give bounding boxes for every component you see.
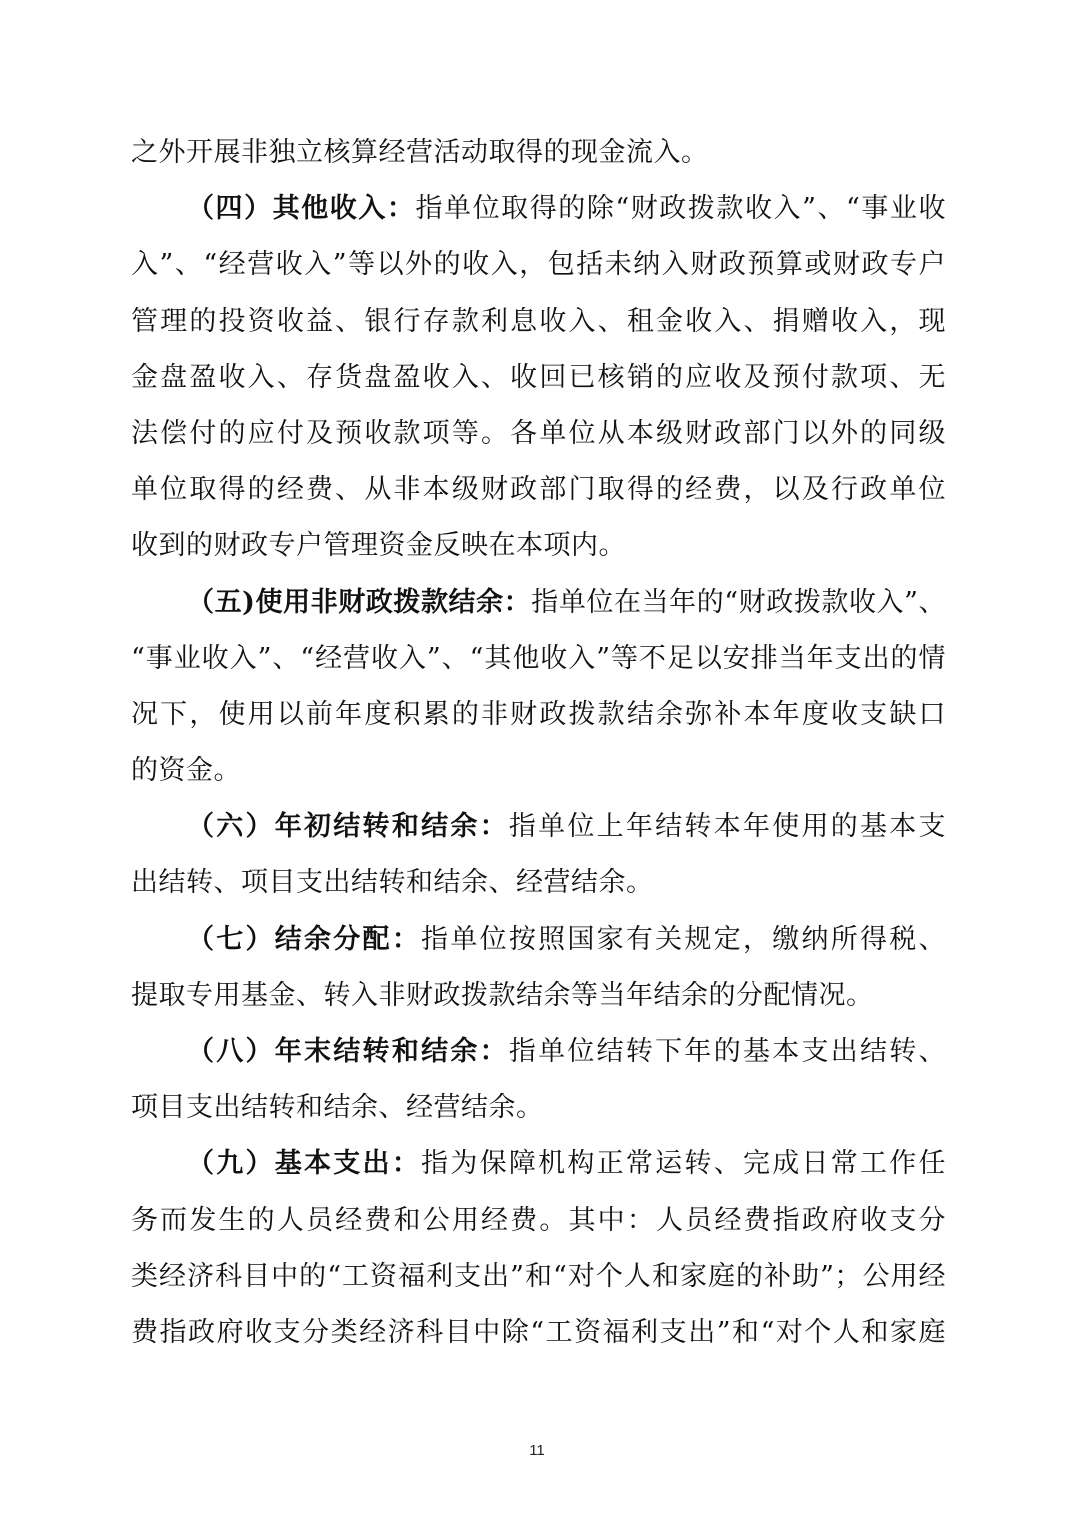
text-line (131, 350, 946, 406)
body-text: 指单位在当年的“财政拨款收入”、 (531, 586, 947, 618)
document-body (131, 125, 946, 1361)
body-text: 之外开展非独立核算经营活动取得的现金流入。 (131, 137, 709, 168)
body-text: 入”、“经营收入”等以外的收入，包括未纳入财政预算或财政专户 (131, 249, 946, 281)
text-line (131, 1249, 946, 1305)
body-text: 指单位取得的除“财政拨款收入”、“事业收 (415, 193, 946, 225)
text-line (131, 462, 946, 518)
body-text: 法偿付的应付及预收款项等。各单位从本级财政部门以外的同级 (131, 417, 946, 449)
body-text: 指单位按照国家有关规定，缴纳所得税、 (421, 923, 947, 955)
section-heading: （七）结余分配： (187, 923, 422, 955)
text-line (131, 181, 946, 237)
body-text: 类经济科目中的“工资福利支出”和“对个人和家庭的补助”；公用经 (131, 1260, 946, 1292)
body-text: 项目支出结转和结余、经营结余。 (131, 1092, 544, 1124)
text-line (131, 518, 946, 574)
text-line (131, 1080, 946, 1136)
section-heading: （五)使用非财政拨款结余： (187, 586, 532, 618)
body-text: 指单位上年结转本年使用的基本支 (508, 811, 947, 843)
text-line (131, 294, 946, 350)
text-line (131, 855, 946, 911)
body-text: 提取专用基金、转入非财政拨款结余等当年结余的分配情况。 (131, 979, 874, 1011)
body-text: 务而发生的人员经费和公用经费。其中：人员经费指政府收支分 (131, 1204, 946, 1236)
body-text: 指为保障机构正常运转、完成日常工作任 (421, 1148, 947, 1180)
text-line (131, 237, 946, 293)
text-line (131, 631, 946, 687)
text-line (131, 1024, 946, 1080)
page-number: 11 (529, 1442, 545, 1459)
text-line (131, 406, 946, 462)
text-line (131, 743, 946, 799)
body-text: 出结转、项目支出结转和结余、经营结余。 (131, 867, 654, 899)
text-line (131, 968, 946, 1024)
body-text: 费指政府收支分类经济科目中除“工资福利支出”和“对个人和家庭 (131, 1316, 946, 1348)
text-line (131, 575, 946, 631)
body-text: 指单位结转下年的基本支出结转、 (508, 1036, 947, 1067)
body-text: 况下，使用以前年度积累的非财政拨款结余弥补本年度收支缺口 (131, 698, 946, 730)
text-line (131, 1193, 946, 1249)
body-text: 收到的财政专户管理资金反映在本项内。 (131, 530, 626, 562)
body-text: 单位取得的经费、从非本级财政部门取得的经费，以及行政单位 (131, 474, 946, 506)
body-text: “事业收入”、“经营收入”、“其他收入”等不足以安排当年支出的情 (131, 642, 946, 674)
body-text: 的资金。 (131, 755, 241, 787)
section-heading: （九）基本支出： (187, 1148, 422, 1180)
text-line (131, 1305, 946, 1361)
body-text: 金盘盈收入、存货盘盈收入、收回已核销的应收及预付款项、无 (131, 361, 946, 393)
text-line (131, 799, 946, 855)
section-heading: （六）年初结转和结余： (187, 811, 509, 843)
body-text: 管理的投资收益、银行存款利息收入、租金收入、捐赠收入，现 (131, 305, 946, 337)
text-line (131, 125, 946, 181)
text-line (131, 912, 946, 968)
section-heading: （八）年末结转和结余： (187, 1036, 509, 1067)
section-heading: （四）其他收入： (187, 193, 416, 225)
text-line (131, 1136, 946, 1192)
text-line (131, 687, 946, 743)
